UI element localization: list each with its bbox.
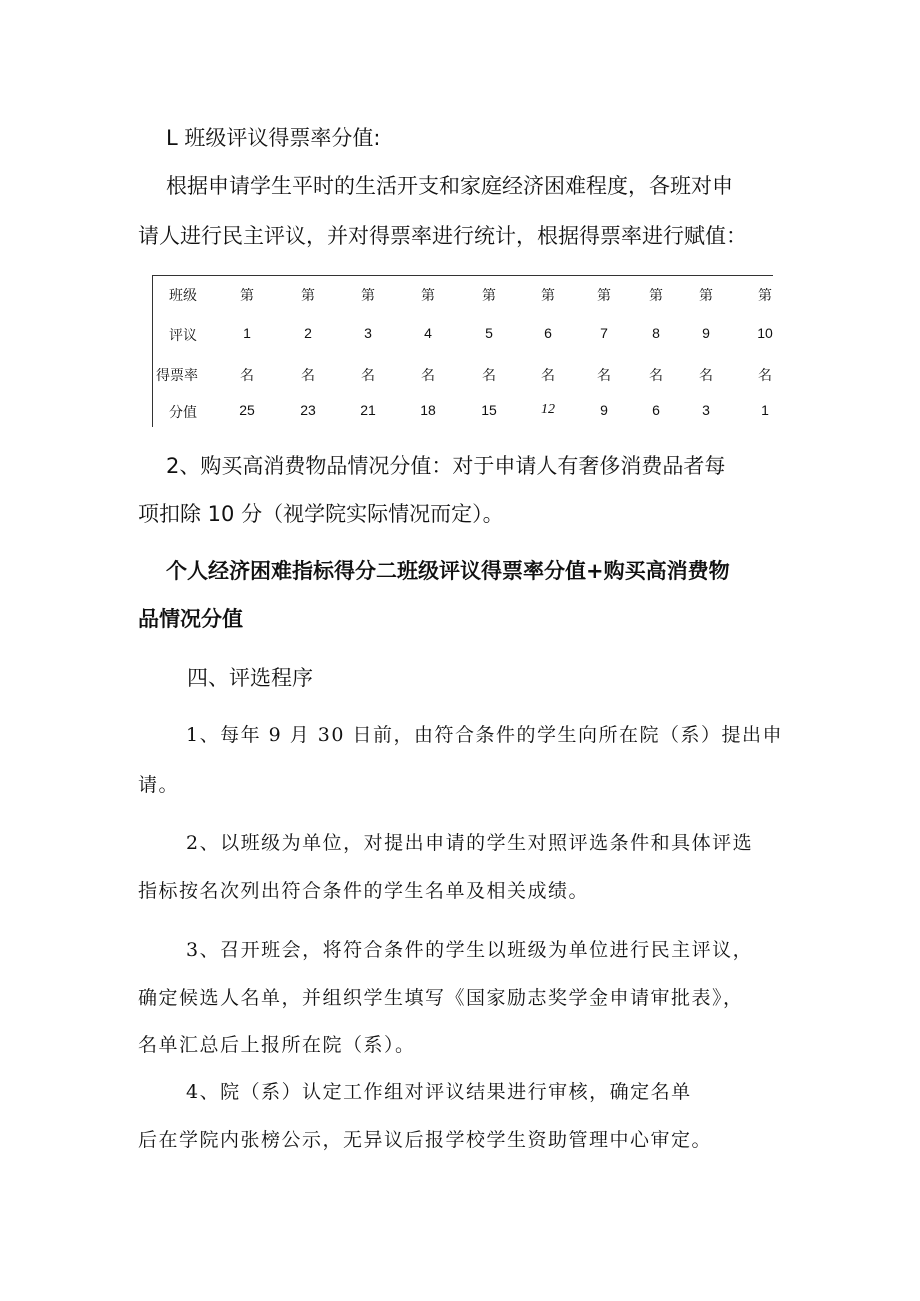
row-header-vote-rate: 得票率 xyxy=(156,368,198,384)
rank-suffix-cell: 名 xyxy=(541,368,555,384)
rank-suffix-cell: 名 xyxy=(482,368,496,384)
section4-title: 四、评选程序 xyxy=(187,666,313,690)
score-cell: 6 xyxy=(652,402,660,418)
item3-line1: 3、召开班会，将符合条件的学生以班级为单位进行民主评议， xyxy=(186,939,754,961)
rank-number-cell: 10 xyxy=(757,325,773,341)
section1-line1: 根据申请学生平时的生活开支和家庭经济困难程度，各班对申 xyxy=(166,174,733,198)
item2-line2: 指标按名次列出符合条件的学生名单及相关成绩。 xyxy=(138,880,590,902)
rank-prefix-cell: 第 xyxy=(301,288,315,304)
item4-line2: 后在学院内张榜公示，无异议后报学校学生资助管理中心审定。 xyxy=(138,1129,713,1151)
section2-line2: 项扣除 10 分（视学院实际情况而定）。 xyxy=(138,502,504,526)
rank-prefix-cell: 第 xyxy=(541,288,555,304)
rank-number-cell: 9 xyxy=(702,325,710,341)
rank-suffix-cell: 名 xyxy=(758,368,772,384)
rank-suffix-cell: 名 xyxy=(597,368,611,384)
rank-number-cell: 3 xyxy=(364,325,372,341)
item3-line2: 确定候选人名单，并组织学生填写《国家励志奖学金申请审批表》， xyxy=(138,987,744,1009)
section1-line2: 请人进行民主评议，并对得票率进行统计，根据得票率进行赋值： xyxy=(138,224,747,248)
rank-prefix-cell: 第 xyxy=(649,288,663,304)
score-cell: 21 xyxy=(360,402,376,418)
rank-suffix-cell: 名 xyxy=(361,368,375,384)
rank-prefix-cell: 第 xyxy=(240,288,254,304)
rank-prefix-cell: 第 xyxy=(597,288,611,304)
rank-number-cell: 1 xyxy=(243,325,251,341)
item1-line1: 1、每年 9 月 30 日前，由符合条件的学生向所在院（系）提出申 xyxy=(186,724,784,746)
item2-line1: 2、以班级为单位，对提出申请的学生对照评选条件和具体评选 xyxy=(186,832,754,854)
row-header-class: 班级 xyxy=(169,288,197,304)
formula-line2: 品情况分值 xyxy=(138,607,243,631)
rank-number-cell: 2 xyxy=(304,325,312,341)
rank-number-cell: 7 xyxy=(600,325,608,341)
rank-number-cell: 4 xyxy=(424,325,432,341)
rank-number-cell: 8 xyxy=(652,325,660,341)
rank-prefix-cell: 第 xyxy=(482,288,496,304)
rank-prefix-cell: 第 xyxy=(361,288,375,304)
rank-suffix-cell: 名 xyxy=(421,368,435,384)
rank-number-cell: 5 xyxy=(485,325,493,341)
score-cell: 23 xyxy=(300,402,316,418)
item4-line1: 4、院（系）认定工作组对评议结果进行审核，确定名单 xyxy=(186,1081,692,1103)
rank-number-cell: 6 xyxy=(544,325,552,341)
score-cell: 25 xyxy=(239,402,255,418)
rank-suffix-cell: 名 xyxy=(699,368,713,384)
row-header-review: 评议 xyxy=(169,328,197,344)
formula-line1: 个人经济困难指标得分二班级评议得票率分值+购买高消费物 xyxy=(166,559,730,583)
rank-prefix-cell: 第 xyxy=(421,288,435,304)
score-cell: 9 xyxy=(600,402,608,418)
score-cell: 1 xyxy=(761,402,769,418)
score-cell: 15 xyxy=(481,402,497,418)
rank-prefix-cell: 第 xyxy=(699,288,713,304)
rank-suffix-cell: 名 xyxy=(240,368,254,384)
score-cell: 12 xyxy=(541,402,555,417)
score-cell: 18 xyxy=(420,402,436,418)
score-cell: 3 xyxy=(702,402,710,418)
table-top-border xyxy=(153,275,773,276)
section2-line1: 2、购买高消费物品情况分值：对于申请人有奢侈消费品者每 xyxy=(166,454,726,478)
item1-line2: 请。 xyxy=(138,774,180,796)
row-header-score: 分值 xyxy=(169,405,197,421)
rank-suffix-cell: 名 xyxy=(301,368,315,384)
rank-suffix-cell: 名 xyxy=(649,368,663,384)
item3-line3: 名单汇总后上报所在院（系）。 xyxy=(138,1034,416,1056)
score-table xyxy=(152,275,773,427)
rank-prefix-cell: 第 xyxy=(758,288,772,304)
section1-title: L 班级评议得票率分值: xyxy=(166,126,381,150)
